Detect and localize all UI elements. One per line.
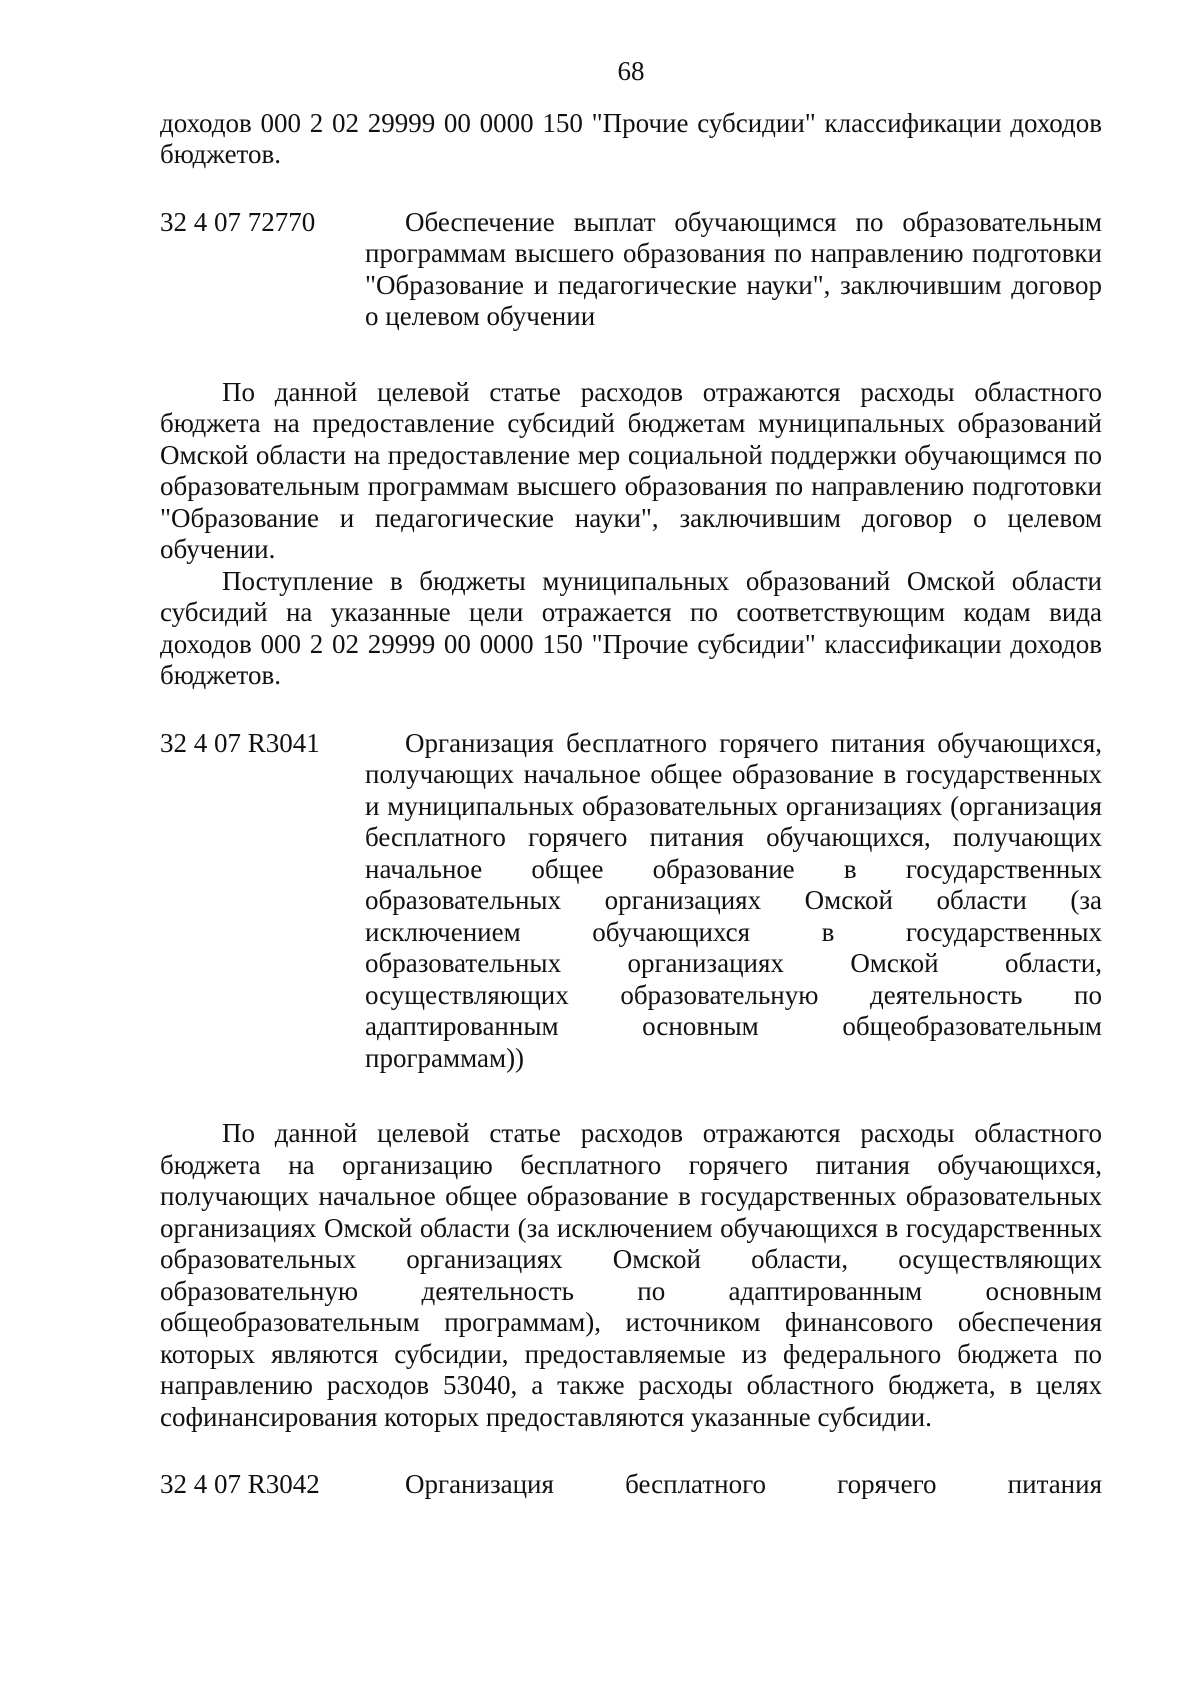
- entry-code: 32 4 07 R3042: [160, 1469, 320, 1499]
- entry-title: [365, 1469, 1102, 1501]
- paragraph-expenses-72770: По данной целевой статье расходов отражаются расходы областного бюджета на предоставление субсидий бюджетам муниципальных образований Омской области на предоставление мер социальной поддержки обучающимся по образовательным программам высшего образования по направлению подготовки "Образование и педагогические науки", заключившим договор о целевом обучении.: [160, 376, 1102, 564]
- entry-title: [365, 207, 1102, 333]
- entry-title-text: Обеспечение выплат обучающимся по образовательным программам высшего образования по направлению подготовки "Образование и педагогические науки", заключившим договор о целевом обучении: [365, 206, 1102, 331]
- page-number: 68: [617, 56, 645, 86]
- paragraph-revenue-72770: Поступление в бюджеты муниципальных образований Омской области субсидий на указанные цели отражается по соответствующим кодам вида доходов 000 2 02 29999 00 0000 150 "Прочие субсидии" классификации доходов бюджетов.: [160, 565, 1102, 690]
- entry-code: 32 4 07 72770: [160, 206, 316, 237]
- document-page: [160, 56, 1102, 1501]
- paragraph-continuation: доходов 000 2 02 29999 00 0000 150 "Прочие субсидии" классификации доходов бюджетов.: [160, 107, 1102, 169]
- budget-entry-r3042: [160, 1469, 1102, 1501]
- budget-entry-72770: [160, 207, 1102, 333]
- paragraph-expenses-r3041: По данной целевой статье расходов отражаются расходы областного бюджета на организацию бесплатного горячего питания обучающихся, получающих начальное общее образование в государственных образовательных организациях Омской области (за исключением обучающихся в государственных образовательных организациях Омской области, осуществляющих образовательную деятельность по адаптированным основным общеобразовательным программам), источником финансового обеспечения которых являются субсидии, предоставляемые из федерального бюджета по направлению расходов 53040, а также расходы областного бюджета, в целях софинансирования которых предоставляются указанные субсидии.: [160, 1118, 1102, 1432]
- entry-code: 32 4 07 R3041: [160, 727, 320, 758]
- budget-entry-r3041: [160, 728, 1102, 1075]
- entry-title-text: Организация бесплатного горячего питания: [405, 1469, 1102, 1499]
- entry-title: [365, 728, 1102, 1075]
- entry-title-text: Организация бесплатного горячего питания обучающихся, получающих начальное общее образование в государственных и муниципальных образовательных организациях (организация бесплатного горячего питания обучающихся, получающих начальное общее образование в государственных образовательных организациях Омской области (за исключением обучающихся в государственных образовательных организациях Омской области, осуществляющих образовательную деятельность по адаптированным основным общеобразовательным программам)): [365, 727, 1102, 1073]
